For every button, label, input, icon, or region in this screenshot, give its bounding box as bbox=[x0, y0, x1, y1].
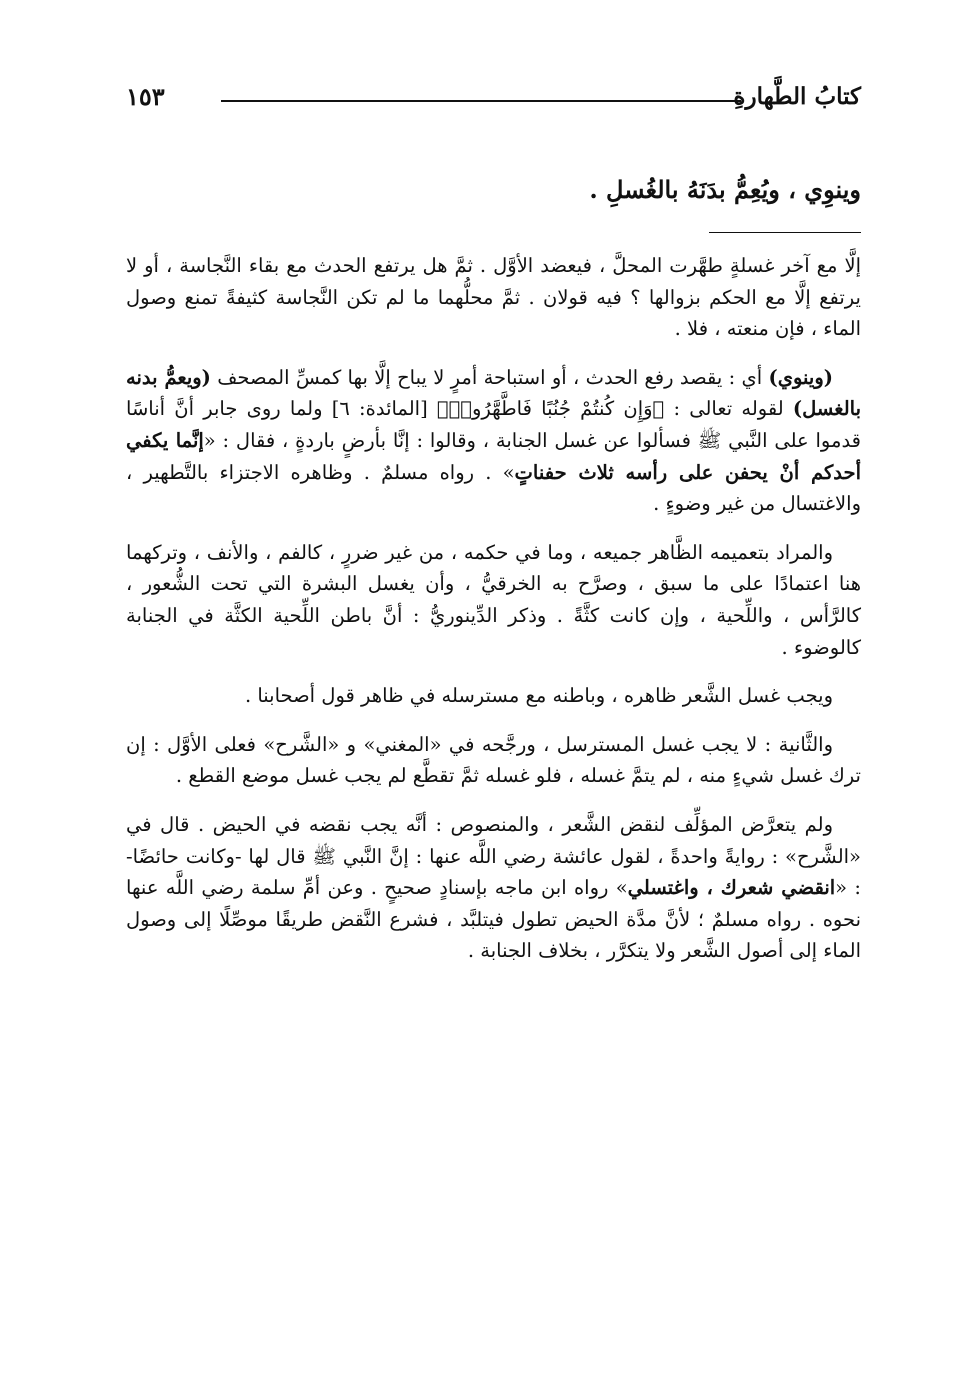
paragraph bbox=[126, 680, 861, 712]
commentary-body bbox=[126, 250, 861, 984]
page-number: ١٥٣ bbox=[126, 82, 165, 111]
text-run: ولم يتعرَّض المؤلِّف لنقض الشَّعر ، والمنصوص : أنَّه يجب نقضه في الحيض . قال في «الشَّرح» : روايةً واحدةً ، لقول عائشة رضي اللَّه عنها : إنَّ النَّبي ﷺ قال لها -وكانت حائضًا- : « bbox=[126, 812, 861, 900]
matn-text: وينوِي ، ويُعِمُّ بدَنَهُ بالغُسلِ . bbox=[589, 175, 861, 204]
paragraph bbox=[126, 250, 861, 345]
text-run: أي : يقصد رفع الحدث ، أو استباحة أمرٍ لا يباح إلَّا بها كمسِّ المصحف bbox=[210, 365, 769, 389]
bold-text-run: (ويعمُّ بدنه بالغسل) bbox=[126, 365, 862, 421]
book-title: كتابُ الطَّهارةِ bbox=[733, 83, 861, 110]
text-run: إلَّا مع آخر غسلةٍ طهَّرت المحلَّ ، فيعضد الأوَّل . ثمَّ هل يرتفع الحدث مع بقاء النَّجاسة ، أو لا يرتفع إلَّا مع الحكم بزوالها ؟ فيه قولان . ثمَّ محلُّهما ما لم تكن النَّجاسة كثيفةً تمنع وصول الماء ، فإن منعته ، فلا . bbox=[126, 254, 861, 341]
paragraph bbox=[126, 362, 861, 520]
text-run: لقوله تعالى : ﴿وَإِن كُنتُمْ جُنُبًا فَاطَّهَّرُوا۟﴾ [المائدة: ٦] ولما روى جابر أنَّ أناسًا قدموا على النَّبي ﷺ فسألوا عن غسل الجنابة ، وقالوا : إنَّا بأرضٍ باردةٍ ، فقال : « bbox=[126, 397, 861, 452]
bold-text-run: إنَّما يكفي أحدكم أنْ يحفن على رأسه ثلاث حفناتٍ bbox=[126, 428, 862, 484]
header-rule bbox=[221, 100, 741, 102]
bold-text-run: (وينوي) bbox=[768, 365, 833, 389]
text-run: ويجب غسل الشَّعر ظاهره ، وباطنه مع مسترسله في ظاهر قول أصحابنا . bbox=[244, 684, 833, 708]
paragraph bbox=[126, 729, 861, 792]
bold-text-run: انقضي شعرك ، واغتسلي bbox=[627, 876, 836, 900]
text-run: » . رواه مسلمٌ . وظاهره الاجتزاء بالتَّطهير ، والاغتسال من غير وضوءٍ . bbox=[126, 460, 861, 516]
paragraph bbox=[126, 537, 861, 663]
text-separator bbox=[709, 232, 861, 233]
text-run: والمراد بتعميمه الظَّاهر جميعه ، وما في حكمه ، من غير ضررٍ ، كالفم ، والأنف ، وتركهما هنا اعتمادًا على ما سبق ، وصرَّح به الخرقيُّ ، وأن يغسل البشرة التي تحت الشُّعور ، كالرَّأس ، واللِّحية ، وإن كانت كثَّةً . وذكر الدِّينوريُّ : أنَّ باطن اللِّحية الكثَّة في الجنابة كالوضوء . bbox=[126, 540, 861, 659]
text-run: والثَّانية : لا يجب غسل المسترسل ، ورجَّحه في «المغني» و «الشَّرح» فعلى الأوَّل : إن ترك غسل شيءٍ منه ، لم يتمَّ غسله ، فلو غسله ثمَّ تقطَّع لم يجب غسل موضع القطع . bbox=[126, 732, 861, 788]
running-header bbox=[126, 82, 861, 112]
paragraph bbox=[126, 809, 861, 967]
text-run: » رواه ابن ماجه بإسنادٍ صحيحٍ . وعن أمِّ سلمة رضي اللَّه عنها نحوه . رواه مسلمٌ ؛ لأنَّ مدَّة الحيض تطول فيتلبَّد ، فشرع النَّقض طريقًا موصِّلًا إلى وصول الماء إلى أصول الشَّعر ولا يتكرَّر ، بخلاف الجنابة . bbox=[126, 876, 861, 963]
